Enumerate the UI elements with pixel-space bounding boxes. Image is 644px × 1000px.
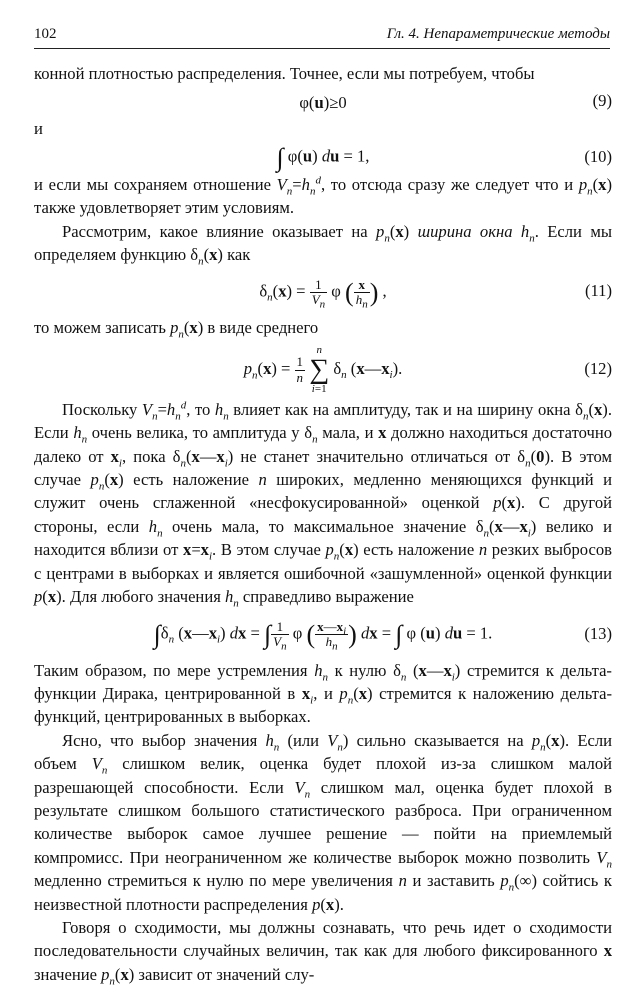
- equation-13: $\int\delta_n$ $(x—x_i)$ dx = ∫ $\frac{1}{V_n}$ φ ( $\frac{x—x_i}{h_n}$ ) dx = ∫ φ (u) du = 1. (13): [34, 609, 612, 659]
- equation-11: $\delta_n(x)$ = $\frac{1}{V_n}$ φ ( $\frac{x}{h_n}$ ) , (11): [34, 266, 612, 316]
- equation-number-12: (12): [584, 358, 612, 378]
- equation-number-13: (13): [584, 623, 612, 643]
- paragraph-3: Рассмотрим, какое влияние оказывает на $p_n(x)$ ширина окна $h_n$. Если мы определяем функцию $\delta_n(x)$ как: [34, 221, 612, 268]
- page-header: [34, 26, 610, 49]
- page-number: 102: [34, 26, 57, 42]
- page-body: [34, 62, 612, 986]
- paragraph-6: Таким образом, по мере устремления $h_n$ к нулю $\delta_n$ $(x—x_i)$ стремится к дельта-функции Дирака, центрированной в $x_i$, и $p_n(x)$ стремится к наложению дельта-функций, центрированных в выборках.: [34, 660, 612, 727]
- equation-9: φ(u)≥0 (9): [34, 85, 612, 117]
- paragraph-8: Говоря о сходимости, мы должны сознавать, что речь идет о сходимости последовательности случайных величин, так как для любого фиксированного x значение $p_n(x)$ зависит от значений слу-: [34, 917, 612, 988]
- paragraph-4: то можем записать $p_n(x)$ в виде среднего: [34, 318, 319, 341]
- equation-12: $p_n(x)$ = $\frac{1}{n}$ n ∑ i=1 $\delta_n$ $(x—x_i)$. (12): [34, 340, 612, 398]
- equation-number-9: (9): [592, 91, 612, 111]
- paragraph-5: Поскольку $V_n=h_n^d$, то $h_n$ влияет как на амплитуду, так и на ширину окна $\delta_n(x)$. Если $h_n$ очень велика, то амплитуда у $\delta_n$ мала, и x должно находиться достаточно далеко от $x_i$, пока $\delta_n(x—x_i)$ не станет значительно отличаться от $\delta_n(0)$. В этом случае $p_n(x)$ есть наложение n широких, медленно меняющихся функций и служит очень сглаженной «несфокусированной» оценкой p(x). С другой стороны, если $h_n$ очень мала, то максимальное значение $\delta_n(x—x_i)$ велико и находится вблизи от $x=x_i$. В этом случае $p_n(x)$ есть наложение n резких выбросов с центрами в выборках и является ошибочной «зашумленной» оценкой функции p(x). Для любого значения $h_n$ справедливо выражение: [34, 399, 613, 610]
- equation-number-11: (11): [584, 281, 612, 301]
- running-title: Гл. 4. Непараметрические методы: [386, 26, 610, 42]
- paragraph-2: и если мы сохраняем отношение $V_n=h_n^d$, то отсюда сразу же следует что и $p_n(x)$ также удовлетворяет этим условиям.: [34, 174, 612, 218]
- paragraph-1: конной плотностью распределения. Точнее, если мы потребуем, чтобы: [34, 64, 535, 83]
- paragraph-7: Ясно, что выбор значения $h_n$ (или $V_n$) сильно сказывается на $p_n(x)$. Если объем $V_n$ слишком велик, оценка будет плохой из-за слишком малой разрешающей способности. Если $V_n$ слишком мал, оценка будет плохой в результате слишком большого статистического разброса. При ограниченном количестве выборок самое лучшее решение — пойти на приемлемый компромисс. При неограниченном же количестве выборок можно позволить $V_n$ медленно стремиться к нулю по мере увеличения n и заставить $p_n(\infty)$ сойтись к неизвестной плотности распределения p(x).: [34, 730, 613, 914]
- equation-10: ∫ φ(u) du = 1, (10): [34, 141, 612, 173]
- equation-number-10: (10): [584, 146, 612, 166]
- word-and: и: [34, 119, 43, 139]
